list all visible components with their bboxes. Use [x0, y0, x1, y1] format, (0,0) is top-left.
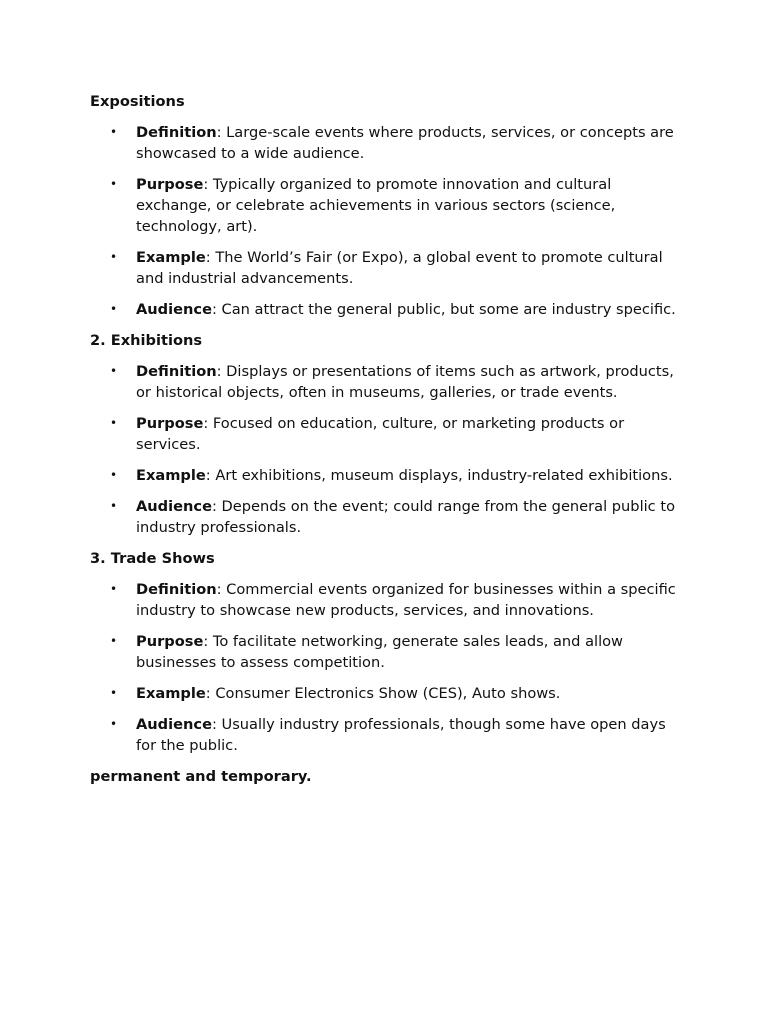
bullet-list-exhibitions	[90, 361, 680, 538]
bullet-icon: •	[110, 302, 118, 316]
section-heading-trade-shows: 3. Trade Shows	[90, 550, 215, 567]
list-item	[90, 361, 680, 403]
list-item	[90, 299, 680, 320]
bullet-icon: •	[110, 686, 118, 700]
bullet-icon: •	[110, 416, 118, 430]
item-term: Purpose	[136, 633, 204, 650]
bullet-icon: •	[110, 634, 118, 648]
list-item	[90, 496, 680, 538]
item-term: Example	[136, 685, 206, 702]
bullet-icon: •	[110, 364, 118, 378]
list-item	[90, 631, 680, 673]
item-term: Audience	[136, 716, 212, 733]
item-text: : Usually industry professionals, though some have open days for the public.	[136, 716, 666, 754]
list-item	[90, 714, 680, 756]
bullet-list-expositions	[90, 122, 680, 320]
list-item	[90, 683, 680, 704]
bullet-icon: •	[110, 582, 118, 596]
item-term: Audience	[136, 498, 212, 515]
item-text: : Commercial events organized for businesses within a specific industry to showcase new products, services, and innovations.	[136, 581, 676, 619]
item-term: Purpose	[136, 176, 204, 193]
section-heading-exhibitions: 2. Exhibitions	[90, 332, 203, 349]
item-term: Example	[136, 249, 206, 266]
list-item	[90, 174, 680, 237]
list-item	[90, 413, 680, 455]
item-text: : To facilitate networking, generate sales leads, and allow businesses to assess competition.	[136, 633, 623, 671]
list-item	[90, 122, 680, 164]
item-text: : Typically organized to promote innovation and cultural exchange, or celebrate achievements in various sectors (science, technology, art).	[136, 176, 616, 235]
item-term: Definition	[136, 581, 217, 598]
item-term: Definition	[136, 363, 217, 380]
bullet-icon: •	[110, 468, 118, 482]
bullet-icon: •	[110, 177, 118, 191]
document-page	[90, 91, 680, 787]
bullet-list-trade-shows	[90, 579, 680, 756]
item-text: : Displays or presentations of items such as artwork, products, or historical objects, often in museums, galleries, or trade events.	[136, 363, 674, 401]
item-term: Example	[136, 467, 206, 484]
item-text: : Art exhibitions, museum displays, industry-related exhibitions.	[205, 467, 673, 484]
list-item	[90, 465, 680, 486]
bullet-icon: •	[110, 717, 118, 731]
list-item	[90, 247, 680, 289]
bullet-icon: •	[110, 125, 118, 139]
item-term: Audience	[136, 301, 212, 318]
bullet-icon: •	[110, 250, 118, 264]
item-text: : The World’s Fair (or Expo), a global event to promote cultural and industrial advancements.	[136, 249, 663, 287]
section-heading-expositions: Expositions	[90, 93, 185, 110]
item-text: : Large-scale events where products, services, or concepts are showcased to a wide audience.	[136, 124, 674, 162]
item-term: Definition	[136, 124, 217, 141]
closing-line: permanent and temporary.	[90, 768, 312, 785]
item-text: : Depends on the event; could range from the general public to industry professionals.	[136, 498, 675, 536]
item-term: Purpose	[136, 415, 204, 432]
list-item	[90, 579, 680, 621]
item-text: : Focused on education, culture, or marketing products or services.	[136, 415, 625, 453]
item-text: : Can attract the general public, but some are industry specific.	[211, 301, 676, 318]
bullet-icon: •	[110, 499, 118, 513]
item-text: : Consumer Electronics Show (CES), Auto shows.	[205, 685, 561, 702]
